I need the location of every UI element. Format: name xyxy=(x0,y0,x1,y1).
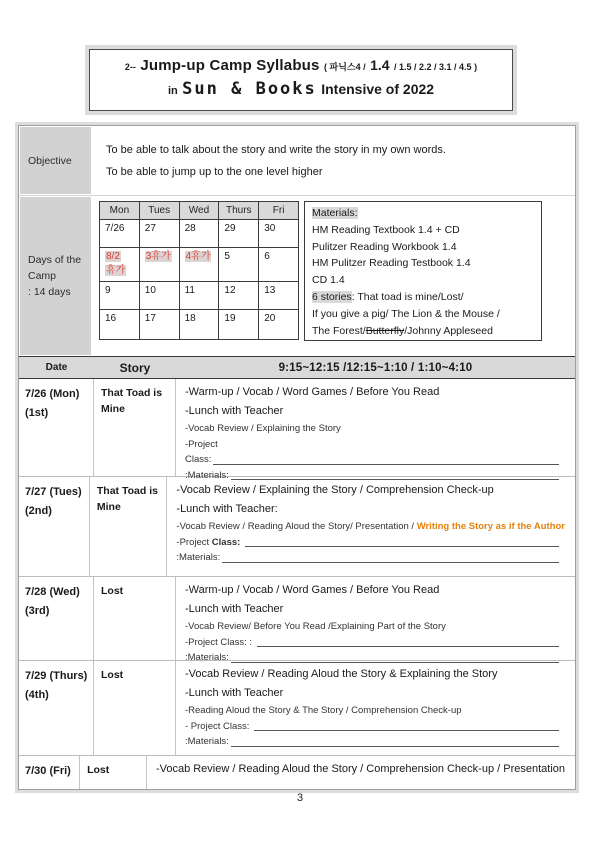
schedule-activity-line xyxy=(185,581,565,600)
objective-row xyxy=(19,126,575,196)
schedule-activity-text: -Lunch with Teacher: xyxy=(176,503,278,515)
materials-line xyxy=(312,323,535,340)
brand-name: Sun & Books xyxy=(182,79,317,99)
schedule-activity-text: Writing the Story as if the Author xyxy=(416,521,565,532)
calendar-day-header: Thurs xyxy=(219,202,259,220)
schedule-activity-text: -Lunch with Teacher xyxy=(185,687,284,699)
calendar-date-text: 5 xyxy=(224,251,230,262)
schedule-date-cell xyxy=(19,477,90,576)
schedule-activity-line xyxy=(156,760,565,779)
schedule-header-row xyxy=(19,356,575,379)
days-label-line-2: Camp xyxy=(28,270,57,282)
calendar-date-text: 19 xyxy=(224,313,236,324)
schedule-activity-line xyxy=(185,619,565,635)
calendar-date-text: 16 xyxy=(105,313,117,324)
objective-line-2: To be able to jump up to the one level higher xyxy=(106,166,323,178)
title-in-word: in xyxy=(167,85,178,97)
calendar-date-text: 8/2 xyxy=(106,251,120,262)
schedule-activity-line xyxy=(176,481,565,500)
blank-underline xyxy=(245,546,559,547)
materials-line xyxy=(312,306,535,323)
schedule-activity-line xyxy=(185,383,565,402)
days-of-camp-row xyxy=(19,196,575,356)
calendar-date-cell xyxy=(179,310,219,340)
blank-underline xyxy=(254,730,559,731)
calendar-date-cell xyxy=(259,282,299,310)
schedule-row xyxy=(19,477,575,577)
days-label-line-3: : 14 days xyxy=(28,286,71,298)
calendar-date-text: 20 xyxy=(264,313,276,324)
schedule-activity-line xyxy=(185,402,565,421)
calendar-day-header: Tues xyxy=(139,202,179,220)
schedule-date: 7/29 (Thurs) xyxy=(25,670,88,682)
materials-line xyxy=(312,222,535,239)
schedule-header-date: Date xyxy=(45,362,68,373)
calendar-date-text: 10 xyxy=(144,285,156,296)
calendar-date-cell xyxy=(219,310,259,340)
title-prefix: 2-- xyxy=(124,62,136,72)
schedule-activity-text: Class: xyxy=(185,454,212,465)
calendar-date-cell xyxy=(100,282,140,310)
calendar-date-cell xyxy=(100,310,140,340)
calendar-date-cell xyxy=(259,310,299,340)
calendar-date-text: 4휴가 xyxy=(185,251,211,262)
schedule-activity-text: -Vocab Review / Explaining the Story xyxy=(185,423,341,434)
title-level-list: / 1.5 / 2.2 / 3.1 / 4.5 ) xyxy=(394,62,478,72)
calendar-holiday-text: 휴가 xyxy=(106,265,126,276)
schedule-date-cell xyxy=(19,756,80,789)
schedule-header-story: Story xyxy=(119,360,151,375)
schedule-activity-text: :Materials: xyxy=(176,552,221,563)
schedule-activity-text: -Vocab Review/ Before You Read /Explaining Part of the Story xyxy=(185,621,446,632)
schedule-activity-line xyxy=(185,734,565,750)
schedule-date-cell xyxy=(19,661,94,755)
schedule-activity-text: :Materials: xyxy=(185,469,229,481)
calendar-date-cell xyxy=(219,282,259,310)
calendar-week-row xyxy=(100,282,299,310)
schedule-date-cell xyxy=(19,577,94,660)
schedule-ordinal: (2nd) xyxy=(25,505,52,517)
calendar-holiday-cell xyxy=(179,248,219,282)
calendar-day-header: Fri xyxy=(259,202,299,220)
days-of-camp-label xyxy=(20,197,91,355)
schedule-rows xyxy=(19,379,575,789)
calendar-date-text: 3휴가 xyxy=(145,251,171,262)
schedule-activity-text: - Project Class: xyxy=(185,720,253,732)
schedule-activities-cell xyxy=(176,577,575,663)
schedule-activity-text: -Warm-up / Vocab / Word Games / Before You Read xyxy=(185,584,440,596)
calendar-day-header: Wed xyxy=(179,202,219,220)
schedule-ordinal: (1st) xyxy=(25,407,49,419)
schedule-activity-line xyxy=(185,665,565,684)
schedule-story-cell: Lost xyxy=(80,756,147,789)
schedule-activities-cell xyxy=(147,756,575,789)
calendar-date-text: 12 xyxy=(224,285,236,296)
materials-text: If you give a pig/ The Lion & the Mouse / xyxy=(312,307,500,320)
calendar-date-text: 30 xyxy=(264,223,276,234)
calendar-date-cell xyxy=(259,220,299,248)
schedule-activities-cell xyxy=(167,477,575,576)
objective-content xyxy=(94,126,575,195)
calendar-date-cell xyxy=(259,248,299,282)
schedule-ordinal: (3rd) xyxy=(25,605,50,617)
schedule-activity-text: -Project xyxy=(176,536,212,548)
schedule-activity-line xyxy=(185,600,565,619)
schedule-activity-text: -Project Class: : xyxy=(185,636,255,648)
title-paren-open: ( 파닉스4 / xyxy=(324,62,366,72)
schedule-story-cell: Lost xyxy=(94,577,176,660)
schedule-activity-line xyxy=(176,535,565,551)
schedule-activities-cell xyxy=(176,661,575,755)
camp-calendar xyxy=(99,201,299,340)
schedule-date: 7/26 (Mon) xyxy=(25,388,80,400)
calendar-date-cell xyxy=(179,282,219,310)
materials-line xyxy=(312,272,535,289)
schedule-activity-line xyxy=(176,500,565,519)
schedule-ordinal: (4th) xyxy=(25,689,49,701)
schedule-row xyxy=(19,379,575,481)
calendar-holiday-cell xyxy=(139,248,179,282)
schedule-activity-text: -Vocab Review / Reading Aloud the Story / Comprehension Check-up / Presentation xyxy=(155,763,565,775)
title-line-1 xyxy=(90,57,512,75)
schedule-row xyxy=(19,577,575,661)
calendar-date-text: 11 xyxy=(184,285,195,296)
syllabus-table xyxy=(18,125,576,790)
materials-text: Materials: xyxy=(312,207,358,219)
blank-underline xyxy=(257,646,559,647)
calendar-date-cell xyxy=(139,310,179,340)
calendar-day-header: Mon xyxy=(100,202,140,220)
calendar-date-cell xyxy=(100,220,140,248)
calendar-date-text: 7/26 xyxy=(105,223,125,234)
calendar-date-cell xyxy=(219,220,259,248)
schedule-activity-line xyxy=(185,719,565,735)
schedule-activity-line xyxy=(185,684,565,703)
calendar-date-cell xyxy=(219,248,259,282)
calendar-date-text: 29 xyxy=(224,223,236,234)
schedule-activity-text: Class: xyxy=(211,536,243,548)
schedule-story-cell: That Toad is Mine xyxy=(94,379,176,476)
schedule-activity-text: -Vocab Review / Reading Aloud the Story & Explaining the Story xyxy=(185,668,498,680)
schedule-story-cell: That Toad is Mine xyxy=(90,477,168,576)
schedule-activity-text: -Lunch with Teacher xyxy=(185,405,284,417)
title-level: 1.4 xyxy=(370,57,390,73)
days-of-camp-content xyxy=(94,196,575,356)
blank-underline xyxy=(222,562,559,563)
materials-line xyxy=(312,205,535,222)
calendar-date-text: 9 xyxy=(105,285,111,296)
materials-text: 6 stories xyxy=(312,290,352,303)
schedule-date: 7/28 (Wed) xyxy=(25,586,80,598)
materials-text: Pulitzer Reading Workbook 1.4 xyxy=(312,240,457,253)
calendar-date-text: 17 xyxy=(144,313,156,324)
materials-text: Butterfly xyxy=(365,324,405,337)
schedule-row xyxy=(19,756,575,789)
page-number: 3 xyxy=(296,792,304,804)
schedule-activity-text: -Lunch with Teacher xyxy=(185,603,284,615)
materials-text: CD 1.4 xyxy=(312,274,345,287)
schedule-activity-line xyxy=(185,421,565,437)
materials-text: The Forest/ xyxy=(312,324,366,337)
materials-line xyxy=(312,289,535,306)
blank-underline xyxy=(231,746,559,747)
materials-line xyxy=(312,239,535,256)
title-line-2 xyxy=(90,79,512,99)
schedule-activity-line xyxy=(185,703,565,719)
blank-underline xyxy=(213,464,559,465)
schedule-date: 7/27 (Tues) xyxy=(25,486,82,498)
calendar-week-row xyxy=(100,310,299,340)
schedule-activity-text: -Vocab Review / Reading Aloud the Story/ Presentation / xyxy=(176,521,417,532)
objective-line-1: To be able to talk about the story and write the story in my own words. xyxy=(106,144,446,156)
calendar-date-text: 28 xyxy=(184,223,196,234)
materials-text: HM Pulitzer Reading Testbook 1.4 xyxy=(312,257,471,270)
calendar-date-text: 13 xyxy=(264,285,276,296)
materials-text: /Johnny Appleseed xyxy=(404,324,493,337)
calendar-date-text: 27 xyxy=(144,223,156,234)
schedule-activity-text: -Vocab Review / Explaining the Story / Comprehension Check-up xyxy=(176,484,494,496)
schedule-story-cell: Lost xyxy=(94,661,176,755)
schedule-activity-line xyxy=(185,437,565,453)
calendar-header-row xyxy=(100,202,299,220)
materials-text: : That toad is mine/Lost/ xyxy=(351,290,464,303)
page-title: Jump-up Camp Syllabus xyxy=(140,57,320,74)
calendar-date-cell xyxy=(179,220,219,248)
schedule-activities-cell xyxy=(176,379,575,481)
schedule-header-times: 9:15~12:15 /12:15~1:10 / 1:10~4:10 xyxy=(278,361,473,374)
schedule-date: 7/30 (Fri) xyxy=(25,765,71,777)
schedule-activity-text: -Warm-up / Vocab / Word Games / Before You Read xyxy=(185,386,440,398)
calendar-date-cell xyxy=(139,220,179,248)
calendar-week-row xyxy=(100,248,299,282)
schedule-activity-text: -Reading Aloud the Story & The Story / Comprehension Check-up xyxy=(185,705,462,716)
calendar-week-row xyxy=(100,220,299,248)
calendar-date-text: 6 xyxy=(264,251,270,262)
objective-label: Objective xyxy=(20,127,91,194)
calendar-date-cell xyxy=(139,282,179,310)
title-intensive: Intensive of 2022 xyxy=(321,81,435,97)
days-label-line-1: Days of the xyxy=(28,254,82,266)
schedule-date-cell xyxy=(19,379,94,476)
materials-line xyxy=(312,255,535,272)
calendar-date-text: 18 xyxy=(184,313,196,324)
schedule-activity-line xyxy=(185,452,565,468)
schedule-activity-text: :Materials: xyxy=(185,652,229,663)
calendar-holiday-cell xyxy=(100,248,140,282)
schedule-activity-line xyxy=(176,519,565,535)
materials-box xyxy=(304,201,542,341)
materials-text: HM Reading Textbook 1.4 + CD xyxy=(312,223,460,236)
schedule-row xyxy=(19,661,575,756)
title-box xyxy=(89,49,513,111)
schedule-activity-line xyxy=(176,550,565,566)
schedule-activity-line xyxy=(185,635,565,651)
schedule-activity-text: -Project xyxy=(185,438,218,450)
schedule-activity-text: :Materials: xyxy=(185,736,229,747)
